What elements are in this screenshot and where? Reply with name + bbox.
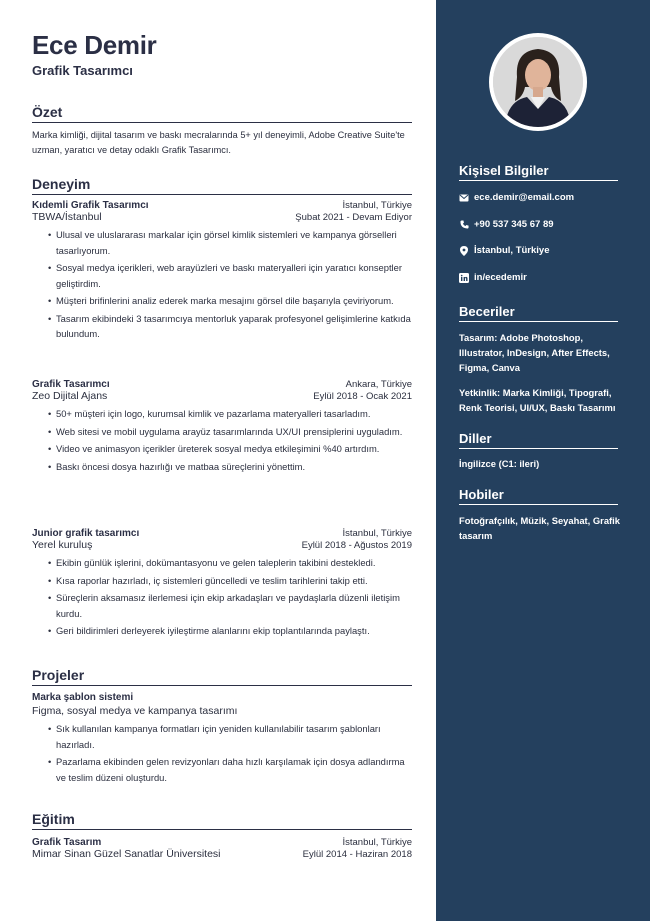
project-bullets	[32, 721, 412, 785]
experience-bullets	[32, 406, 412, 474]
education-degree: Grafik Tasarım	[32, 837, 102, 848]
education-school: Mimar Sinan Güzel Sanatlar Üniversitesi	[32, 848, 221, 860]
person-name: Ece Demir	[32, 30, 157, 60]
bullet-item: • Sık kullanılan kampanya formatları için yeniden kullanılabilir tasarım şablonları hazırladı.	[48, 721, 412, 752]
skills-heading: Beceriler	[459, 304, 618, 322]
summary-heading: Özet	[32, 104, 412, 123]
bullet-item: • Baskı öncesi dosya hazırlığı ve matbaa süreçlerini yönettim.	[48, 459, 412, 475]
skills-competencies: Yetkinlik: Marka Kimliği, Tipografi, Renk Teorisi, UI/UX, Baskı Tasarımı	[459, 387, 616, 413]
profile-photo	[489, 33, 587, 131]
email-item[interactable]	[459, 192, 574, 203]
bullet-item: • Geri bildirimleri derleyerek iyileştirme alanlarını ekip toplantılarında paylaştı.	[48, 623, 412, 639]
languages-heading: Diller	[459, 431, 618, 449]
experience-role: Grafik Tasarımcı	[32, 379, 110, 390]
experience-company: Yerel kuruluş	[32, 539, 93, 551]
location-text: İstanbul, Türkiye	[474, 245, 550, 256]
phone-text: +90 537 345 67 89	[474, 219, 554, 230]
education-entry	[32, 837, 412, 860]
portrait-image	[493, 37, 583, 127]
bullet-item: • Ulusal ve uluslararası markalar için görsel kimlik sistemleri ve kampanya görselleri tasarlıyorum.	[48, 227, 412, 258]
experience-company: TBWA/İstanbul	[32, 211, 102, 223]
languages-text: İngilizce (C1: ileri)	[459, 458, 540, 469]
experience-company: Zeo Dijital Ajans	[32, 390, 108, 402]
bullet-item: • 50+ müşteri için logo, kurumsal kimlik ve pazarlama materyalleri tasarladım.	[48, 406, 412, 422]
bullet-item: • Ekibin günlük işlerini, dokümantasyonu ve gelen taleplerin takibini destekledi.	[48, 555, 412, 571]
experience-role: Kıdemli Grafik Tasarımcı	[32, 200, 149, 211]
bullet-item: • Süreçlerin aksamasız ilerlemesi için ekip arkadaşları ve paydaşlarla düzenli iletişim kurdu.	[48, 590, 412, 621]
bullet-item: • Pazarlama ekibinden gelen revizyonları daha hızlı karşılamak için dosya adlandırma ve teslim düzeni oluşturdu.	[48, 754, 412, 785]
experience-entry	[32, 379, 412, 476]
mail-icon	[459, 193, 469, 203]
hobbies-text: Fotoğrafçılık, Müzik, Seyahat, Grafik tasarım	[459, 515, 620, 541]
experience-heading: Deneyim	[32, 176, 412, 195]
linkedin-text: in/ecedemir	[474, 272, 527, 283]
project-name: Marka şablon sistemi	[32, 692, 134, 703]
bullet-item: • Sosyal medya içerikleri, web arayüzleri ve baskı materyalleri için yaratıcı konseptler geliştirdim.	[48, 260, 412, 291]
experience-entry	[32, 200, 412, 344]
job-title: Grafik Tasarımcı	[32, 63, 133, 78]
linkedin-icon	[459, 273, 469, 283]
bullet-item: • Web sitesi ve mobil uygulama arayüz tasarımlarında UX/UI prensiplerini uyguladım.	[48, 424, 412, 440]
location-item	[459, 245, 550, 256]
summary-text: Marka kimliği, dijital tasarım ve baskı mecralarında 5+ yıl deneyimli, Adobe Creative Suite'te uzman, yaratıcı ve detay odaklı Grafik Tasarımcı.	[32, 130, 405, 155]
education-dates: Eylül 2014 - Haziran 2018	[302, 849, 412, 860]
bullet-item: • Kısa raporlar hazırladı, iç sistemleri güncelledi ve teslim tarihlerini takip etti.	[48, 573, 412, 589]
experience-bullets	[32, 227, 412, 342]
experience-location: İstanbul, Türkiye	[342, 528, 412, 539]
project-subtitle: Figma, sosyal medya ve kampanya tasarımı	[32, 705, 238, 717]
experience-role: Junior grafik tasarımcı	[32, 528, 140, 539]
experience-location: Ankara, Türkiye	[345, 379, 412, 390]
linkedin-item[interactable]	[459, 272, 527, 283]
experience-dates: Eylül 2018 - Ocak 2021	[313, 391, 412, 402]
experience-bullets	[32, 555, 412, 639]
phone-icon	[459, 220, 469, 230]
projects-heading: Projeler	[32, 667, 412, 686]
personal-info-heading: Kişisel Bilgiler	[459, 163, 618, 181]
education-heading: Eğitim	[32, 811, 412, 830]
email-text: ece.demir@email.com	[474, 192, 575, 203]
location-pin-icon	[459, 246, 469, 256]
phone-item[interactable]	[459, 219, 554, 230]
experience-location: İstanbul, Türkiye	[342, 200, 412, 211]
bullet-item: • Video ve animasyon içerikler üreterek sosyal medya etkileşimini %40 artırdım.	[48, 441, 412, 457]
education-location: İstanbul, Türkiye	[342, 837, 412, 848]
experience-dates: Şubat 2021 - Devam Ediyor	[295, 212, 412, 223]
bullet-item: • Müşteri brifinlerini analiz ederek marka mesajını görsel dile başarıyla çeviriyorum.	[48, 293, 412, 309]
project-entry	[32, 692, 412, 787]
hobbies-heading: Hobiler	[459, 487, 618, 505]
experience-dates: Eylül 2018 - Ağustos 2019	[301, 540, 412, 551]
skills-design: Tasarım: Adobe Photoshop, Illustrator, InDesign, After Effects, Figma, Canva	[459, 332, 610, 373]
experience-entry	[32, 528, 412, 641]
bullet-item: • Tasarım ekibindeki 3 tasarımcıya mentorluk yaparak profesyonel gelişimlerine katkıda bulundum.	[48, 311, 412, 342]
